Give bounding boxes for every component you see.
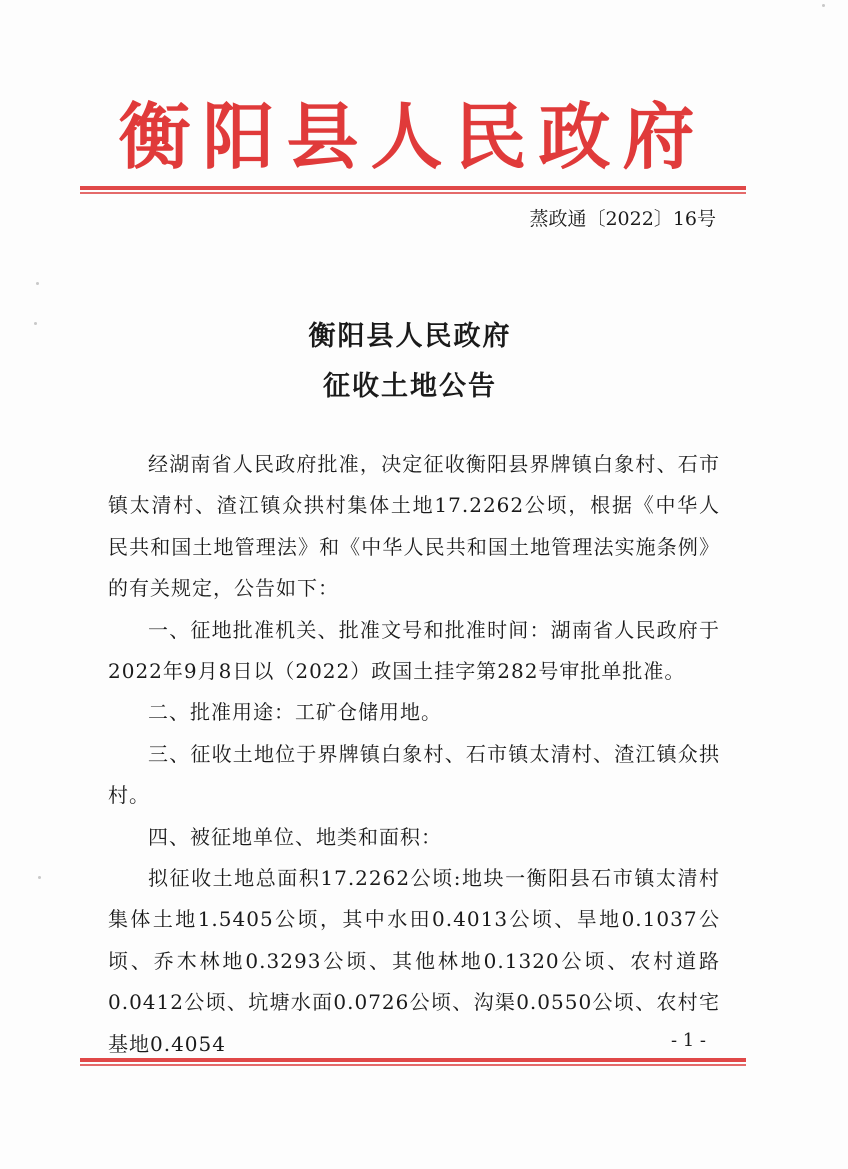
- paragraph-purpose: 二、批准用途：工矿仓储用地。: [148, 700, 442, 725]
- paragraph-approval: 一、征地批准机关、批准文号和批准时间：湖南省人民政府于2022年9月8日以（2022）政国土挂字第282号审批单批准。: [108, 617, 720, 684]
- paragraph-location: 三、征收土地位于界牌镇白象村、石市镇太清村、渣江镇众拱村。: [108, 741, 720, 808]
- paragraph-intro: 经湖南省人民政府批准，决定征收衡阳县界牌镇白象村、石市镇太清村、渣江镇众拱村集体土地17.2262公顷，根据《中华人民共和国土地管理法》和《中华人民共和国土地管理法实施条例》的有关规定，公告如下：: [108, 452, 720, 601]
- paragraph-land-area: 拟征收土地总面积17.2262公顷:地块一衡阳县石市镇太清村集体土地1.5405公顷，其中水田0.4013公顷、旱地0.1037公顷、乔木林地0.3293公顷、其他林地0.1320公顷、农村道路0.0412公顷、坑塘水面0.0726公顷、沟渠0.0550公顷、农村宅基地0.4054: [108, 866, 720, 1056]
- scan-speck: [38, 876, 41, 879]
- footer-divider: [80, 1058, 746, 1066]
- notice-title-line-2: 征收土地公告: [323, 371, 497, 402]
- notice-body: [108, 444, 720, 1065]
- document-number: 蒸政通〔2022〕16号: [529, 208, 716, 230]
- notice-title-line-1: 衡阳县人民政府: [308, 321, 512, 352]
- scan-speck: [822, 4, 825, 7]
- letterhead-title: 衡阳县人民政府: [118, 94, 707, 179]
- paragraph-section-four: 四、被征地单位、地类和面积：: [148, 824, 442, 849]
- scan-speck: [36, 282, 39, 285]
- page-number: - 1 -: [670, 1030, 706, 1051]
- letterhead-divider: [80, 186, 746, 194]
